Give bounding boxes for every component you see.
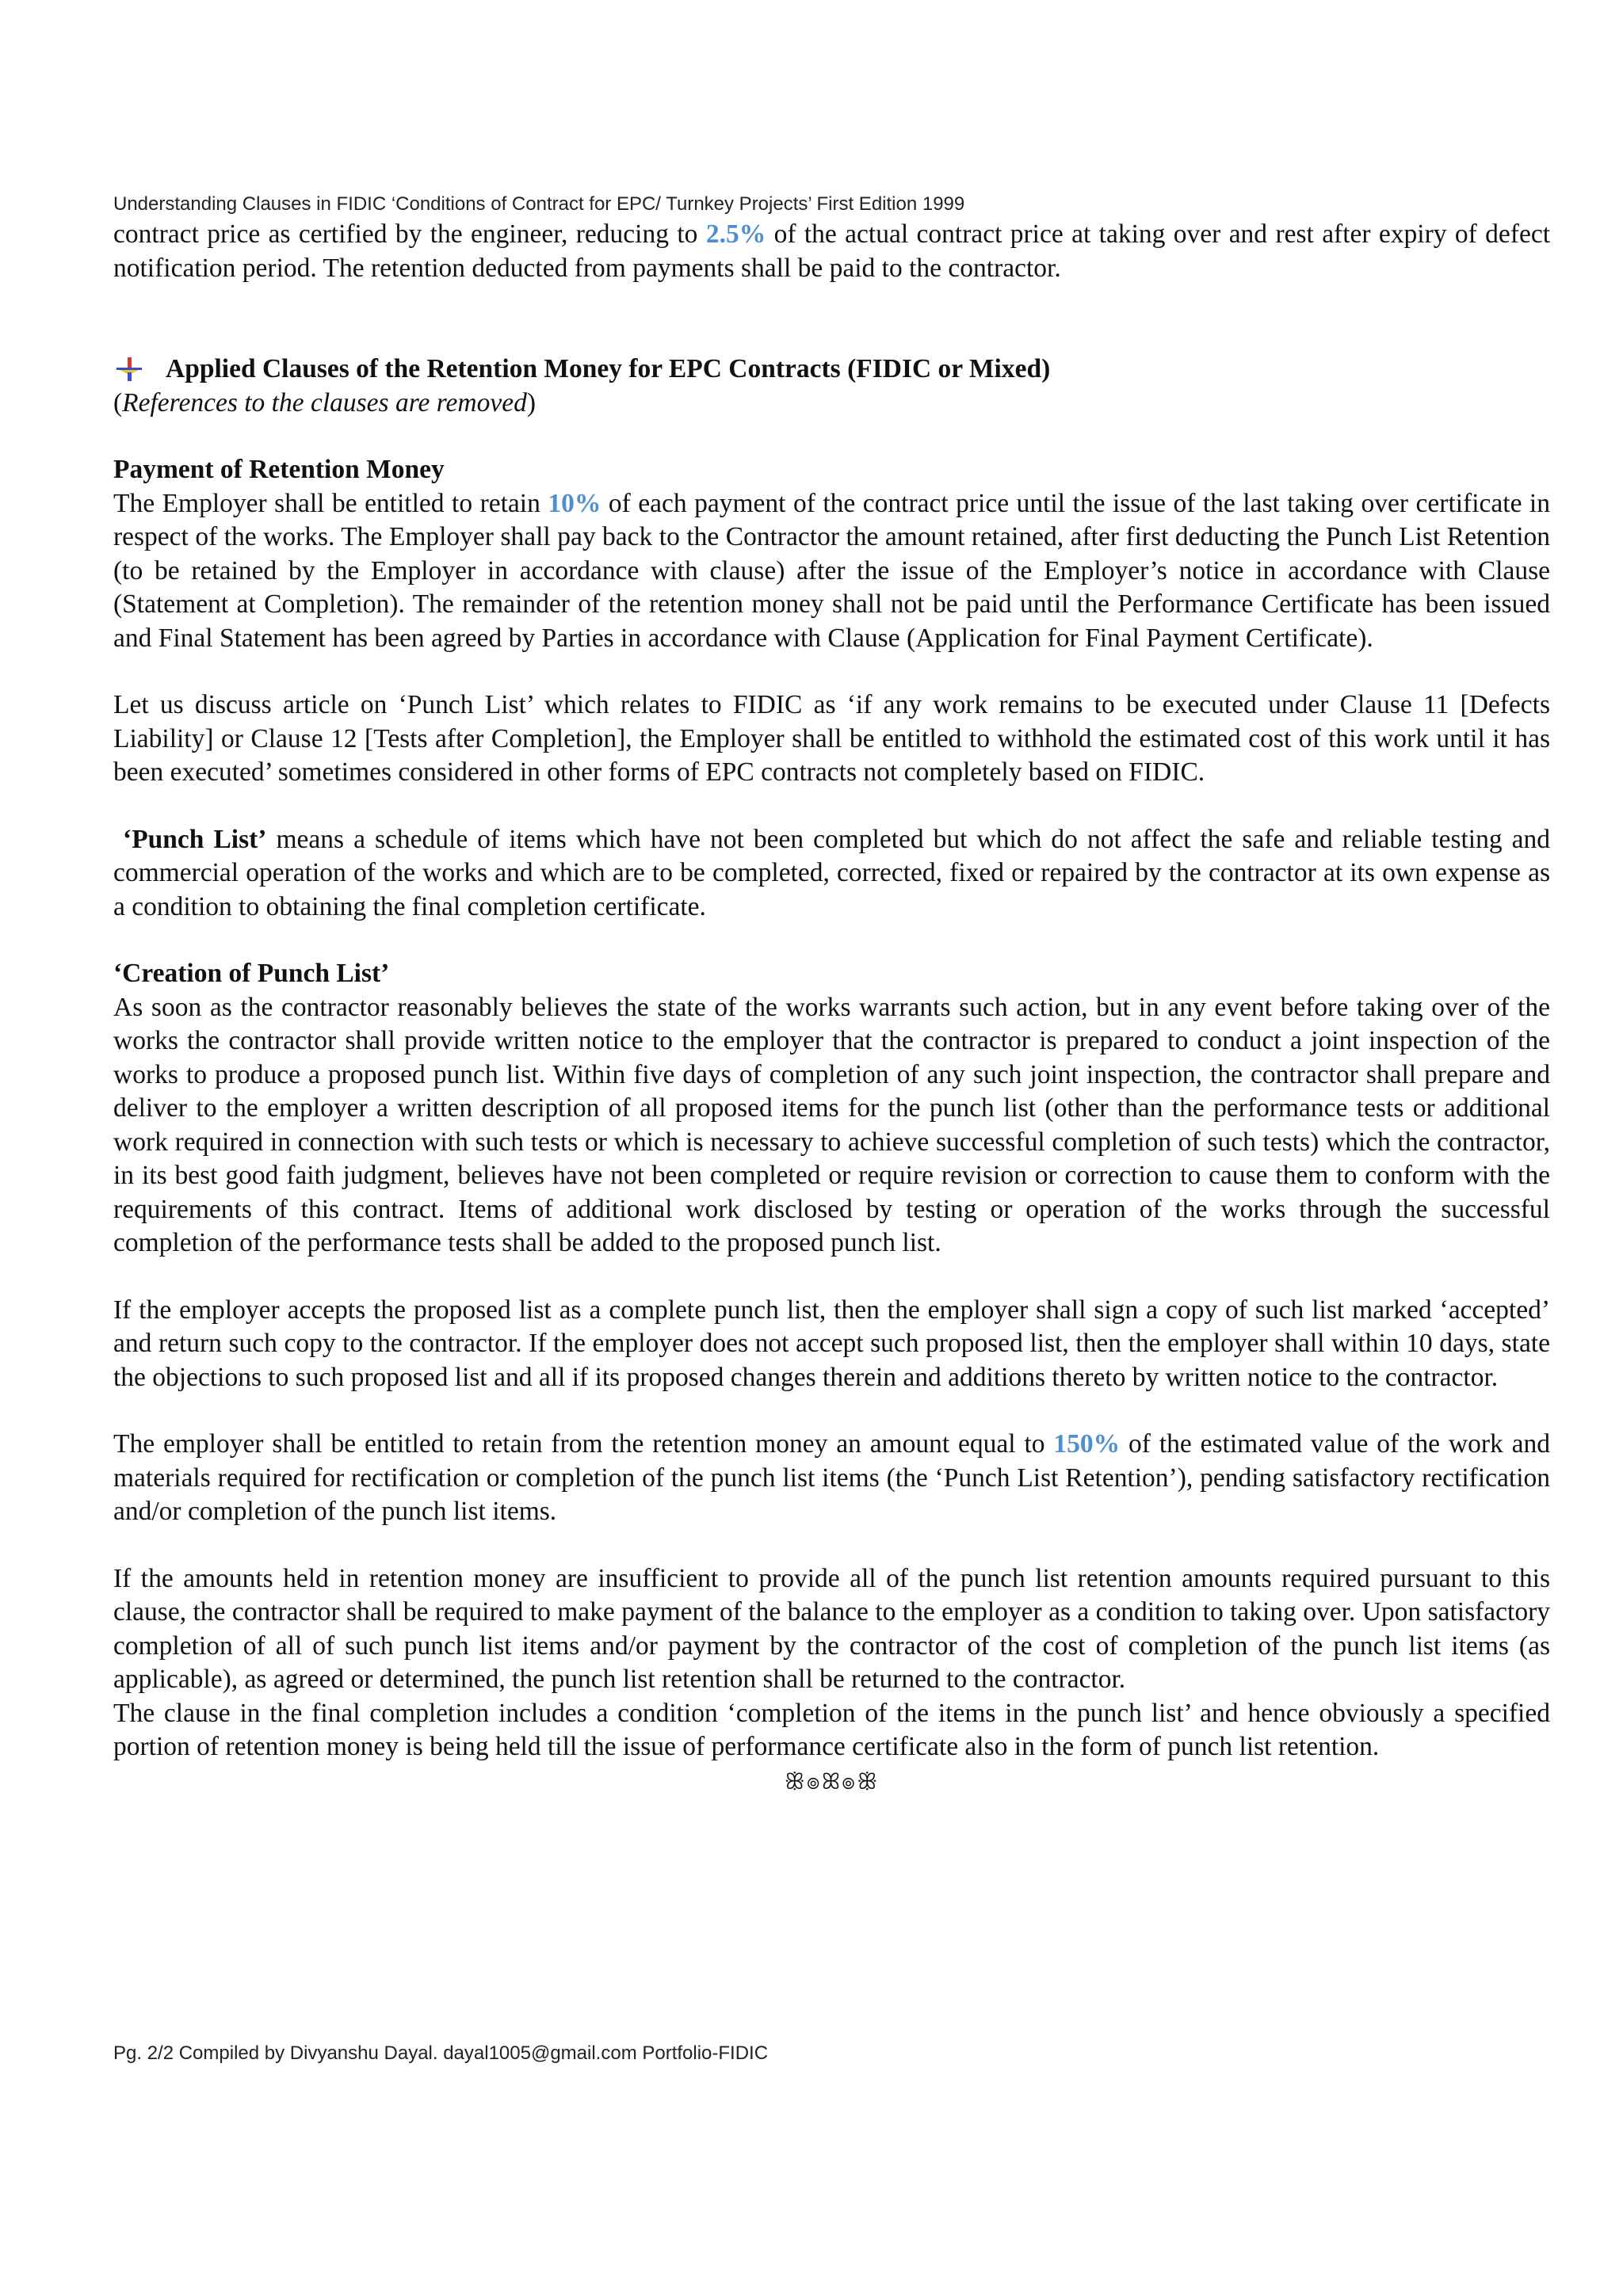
- section-heading: [113, 353, 1550, 387]
- payment-heading: Payment of Retention Money: [113, 455, 445, 484]
- creation-paragraph: As soon as the contractor reasonably believes the state of the works warrants such action, but in any event before taking over of the works the contractor shall provide written notice to the employer that the contractor is prepared to conduct a joint inspection of the works to produce a proposed punch list. Within five days of completion of any such joint inspection, the contractor shall prepare and deliver to the employer a written description of all proposed items for the punch list (other than the performance tests or additional work required in connection with such tests or which is necessary to achieve successful completion of such tests) which the contractor, in its best good faith judgment, believes have not been completed or require revision or correction to cause them to conform with the requirements of this contract. Items of additional work disclosed by testing or operation of the works through the successful completion of the performance tests shall be added to the proposed punch list.: [113, 992, 1550, 1257]
- intro-text-2: of the actual contract price at taking over and rest after expiry of defect notification period. The retention deducted from payments shall be paid to the contractor.: [113, 219, 1551, 283]
- intro-paragraph: [113, 218, 1550, 285]
- final-clause-paragraph: The clause in the final completion includes a condition ‘completion of the items in the punch list’ and hence obviously a specified portion of retention money is being held till the issue of performance certificate also in the form of punch list retention.: [113, 1698, 1550, 1761]
- section-note-text: References to the clauses are removed: [122, 387, 527, 418]
- payment-percentage: 10%: [548, 488, 601, 518]
- discussion-paragraph: Let us discuss article on ‘Punch List’ which relates to FIDIC as ‘if any work remains to be executed under Clause 11 [Defects Liability] or Clause 12 [Tests after Completion], the Employer shall be entitled to withhold the estimated cost of this work until it has been executed’ sometimes considered in other forms of EPC contracts not completely based on FIDIC.: [113, 690, 1550, 787]
- creation-heading: ‘Creation of Punch List’: [113, 959, 390, 988]
- running-header: Understanding Clauses in FIDIC ‘Conditions of Contract for EPC/ Turnkey Projects’ First Edition 1999: [113, 193, 965, 215]
- section-title: Applied Clauses of the Retention Money for EPC Contracts (FIDIC or Mixed): [166, 354, 1051, 383]
- intro-text-1: contract price as certified by the engineer, reducing to: [113, 219, 706, 249]
- retention-percentage: 150%: [1053, 1429, 1121, 1459]
- document-body: [113, 218, 1550, 1799]
- acceptance-paragraph: If the employer accepts the proposed list as a complete punch list, then the employer shall sign a copy of such list marked ‘accepted’ and return such copy to the contractor. If the employer does not accept such proposed list, then the employer shall within 10 days, state the objections to such proposed list and all if its proposed changes therein and additions thereto by written notice to the contractor.: [113, 1295, 1550, 1392]
- definition-paragraph: ‘Punch List’ means a schedule of items which have not been completed but which do not affect the safe and reliable testing and commercial operation of the works and which are to be completed, corrected, fixed or repaired by the contractor at its own expense as a condition to obtaining the final completion certificate.: [113, 824, 1551, 921]
- retention-paragraph: The employer shall be entitled to retain from the retention money an amount equal to 150% of the estimated value of the work and materials required for rectification or completion of the punch list items (the ‘Punch List Retention’), pending satisfactory rectification and/or completion of the punch list items.: [113, 1429, 1550, 1526]
- insufficient-paragraph: If the amounts held in retention money are insufficient to provide all of the punch list retention amounts required pursuant to this clause, the contractor shall be required to make payment of the balance to the employer as a condition to taking over. Upon satisfactory completion of all of such punch list items and/or payment by the contractor of the cost of completion of the punch list items (as applicable), as agreed or determined, the punch list retention shall be returned to the contractor.: [113, 1563, 1550, 1694]
- section-note: (References to the clauses are removed): [113, 387, 536, 418]
- page-footer: Pg. 2/2 Compiled by Divyanshu Dayal. dayal1005@gmail.com Portfolio-FIDIC: [113, 2042, 769, 2064]
- payment-paragraph: The Employer shall be entitled to retain 10% of each payment of the contract price until the issue of the last taking over certificate in respect of the works. The Employer shall pay back to the Contractor the amount retained, after first deducting the Punch List Retention (to be retained by the Employer in accordance with clause) after the issue of the Employer’s notice in accordance with Clause (Statement at Completion). The remainder of the retention money shall not be paid until the Performance Certificate has been issued and Final Statement has been agreed by Parties in accordance with Clause (Application for Final Payment Certificate).: [113, 488, 1550, 653]
- pushpin-bullet-icon: [113, 357, 145, 382]
- ornament-divider: ꕥ๏ꕤ๏ꕥ: [784, 1769, 880, 1794]
- intro-percentage: 2.5%: [705, 219, 766, 249]
- definition-term: ‘Punch List’: [123, 824, 267, 854]
